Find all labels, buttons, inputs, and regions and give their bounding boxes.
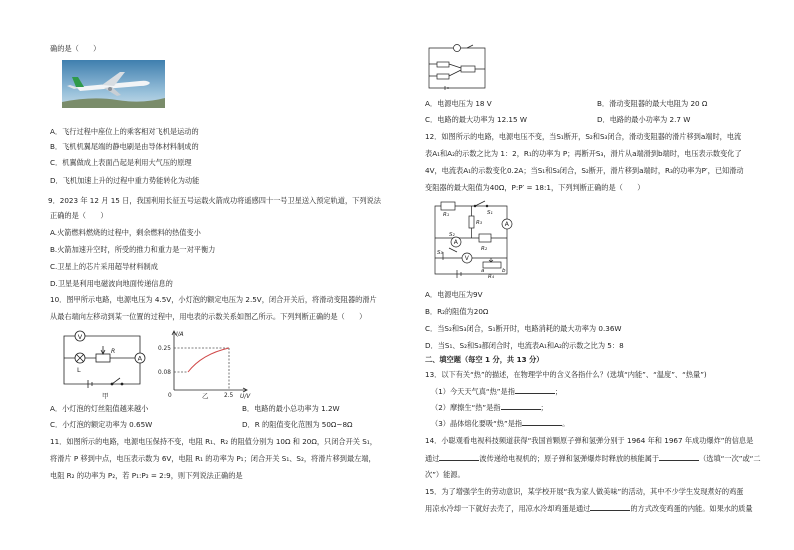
q13-blank-2[interactable] xyxy=(501,402,541,410)
q13-item-1-text: （1）今天天气真“热”是指 xyxy=(431,387,515,396)
q12-circuit xyxy=(429,196,521,280)
q14-text-b: 波传递给电视机的；原子弹和氢弹爆炸时释放的核能属于 xyxy=(479,454,660,463)
q14-blank-1[interactable] xyxy=(439,453,479,461)
q12-voltmeter: V xyxy=(464,255,469,263)
q10-lamp-label: L xyxy=(77,366,81,374)
q9-option-d: D.卫星是利用电磁波向地面传递信息的 xyxy=(50,279,173,288)
q10-option-b: B．电路的最小总功率为 1.2W xyxy=(242,404,340,413)
q15-blank-1[interactable] xyxy=(590,503,630,511)
q11-stem-line1: 11．如图所示的电路，电源电压保持不变，电阻 R₁、R₂ 的阻值分别为 10Ω 和 20Ω，只闭合开关 S₁， xyxy=(50,437,377,446)
q12-s1-label: S₁ xyxy=(487,210,493,216)
q8-option-a: A．飞行过程中座位上的乘客相对飞机是运动的 xyxy=(50,127,199,136)
q13-item-2-text: （2）摩擦生“热”是指 xyxy=(431,403,501,412)
airplane-photo xyxy=(62,60,165,108)
q8-option-d: D．飞机加速上升的过程中重力势能转化为动能 xyxy=(50,176,200,185)
q11-stem-line2: 将滑片 P 移到中点，电压表示数为 6V，电阻 R₁ 的功率为 P₁；闭合开关 S₁、S₂，将滑片移到最左端， xyxy=(50,454,376,463)
q12-point-b: b xyxy=(502,268,506,274)
q11-stem-line3: 电阻 R₂ 的功率为 P₂，若 P₁:P₂ = 2:9，则下列说法正确的是 xyxy=(50,471,243,480)
q9-option-c: C.卫星上的芯片采用超导材料制成 xyxy=(50,262,158,271)
q8-option-b: B．飞机机翼尾端的静电刷是由导体材料制成的 xyxy=(50,142,199,151)
q10-circuit xyxy=(64,331,145,388)
q10-option-d: D．R 的阻值变化范围为 50Ω~8Ω xyxy=(242,420,353,429)
q10-figure xyxy=(62,328,252,400)
q9-option-a: A.火箭燃料燃烧的过程中，剩余燃料的热值变小 xyxy=(50,228,201,237)
q12-stem-line4: 变阻器的最大阻值为40Ω，P:P′ = 18:1，下列判断正确的是（ ） xyxy=(425,183,645,192)
q10-rheostat-label: R xyxy=(111,348,116,355)
q15-text-b: 的方式改变鸡蛋的内能。如果水的质量 xyxy=(630,504,753,513)
q12-ammeter-a1: A xyxy=(504,221,509,229)
q12-r3-label: R₃ xyxy=(476,220,483,226)
q10-graph xyxy=(172,331,247,392)
q12-s2-label: S₂ xyxy=(449,232,455,238)
q13-item-1: （1）今天天气真“热”是指 ； xyxy=(431,387,563,396)
q11-option-a: A．电源电压为 18 V xyxy=(425,99,492,108)
q12-option-c: C．当S₂和S₃闭合，S₁断开时，电路消耗的最大功率为 0.36W xyxy=(425,324,622,333)
q10-graph-y-tick-008: 0.08 xyxy=(158,370,171,376)
q12-r2-label: R₂ xyxy=(481,246,488,252)
q13-blank-3[interactable] xyxy=(522,418,562,426)
q14-blank-2[interactable] xyxy=(659,453,699,461)
q13-blank-1[interactable] xyxy=(515,386,555,394)
q14-stem-line1: 14．小聪观看电视科技频道获得“我国首颗原子弹和氢弹分别于 1964 年和 1967 年成功爆炸”的信息是 xyxy=(425,436,754,445)
q13-item-3-text: （3）晶体熔化要吸“热”是指 xyxy=(431,419,523,428)
q12-point-a: a xyxy=(481,268,485,274)
q10-graph-x-tick-25: 2.5 xyxy=(224,393,234,399)
q12-option-d: D．当S₁、S₂和S₃都闭合时，电流表A₁和A₂的示数之比为 5：8 xyxy=(425,341,624,350)
q10-stem-line1: 10．图甲所示电路，电源电压为 4.5V，小灯泡的额定电压为 2.5V，闭合开关后，将滑动变阻器的滑片 xyxy=(50,295,377,304)
q11-option-d: D．电路的最小功率为 2.7 W xyxy=(597,115,691,124)
q10-option-a: A．小灯泡的灯丝阻值越来越小 xyxy=(50,404,149,413)
q11-circuit xyxy=(425,44,491,92)
q13-item-3: （3）晶体熔化要吸“热”是指 。 xyxy=(431,419,570,428)
q12-stem-line2: 表A₁和A₂的示数之比为 1：2，R₁的功率为 P；再断开S₃，滑片从a端滑到b端时，电压表示数变化了 xyxy=(425,149,742,158)
q15-text-a: 用凉水冷却一下就好去壳了，用凉水冷却鸡蛋是通过 xyxy=(425,504,591,513)
q15-stem-line2 xyxy=(425,503,753,514)
q11-option-c: C．电路的最大功率为 12.15 W xyxy=(425,115,527,124)
q9-option-b: B.火箭加速升空时，所受的推力和重力是一对平衡力 xyxy=(50,245,216,254)
q9-stem-line1: 9．2023 年 12 月 15 日，我国利用长征五号运载火箭成功将遥感四十一号卫星送入预定轨道，下列说法 xyxy=(48,196,381,205)
q12-stem-line3: 4V，电流表A₁的示数变化0.2A；当S₁和S₃闭合，S₂断开，滑片移到a端时，R₃的功率为P′，已知滑动 xyxy=(425,166,744,175)
q13-stem: 13．以下有关“热”的描述，在物理学中的含义各指什么？(选填“内能”、“温度”、“热量”) xyxy=(425,370,707,379)
q12-option-a: A．电源电压为9V xyxy=(425,290,483,299)
q11-option-b: B．滑动变阻器的最大电阻为 20 Ω xyxy=(597,99,708,108)
q9-stem-line2: 正确的是（ ） xyxy=(50,211,108,220)
q14-stem-line2 xyxy=(425,453,761,464)
q10-label-yi: 乙 xyxy=(202,392,209,400)
q12-s3-label: S₃ xyxy=(437,250,443,256)
q10-voltmeter-label: V xyxy=(77,332,83,341)
q10-label-jia: 甲 xyxy=(102,392,109,400)
q8-stem-tail: 确的是（ ） xyxy=(50,44,101,53)
q10-ammeter-label: A xyxy=(137,354,143,363)
q12-stem-line1: 12．如图所示的电路，电源电压不变，当S₁断开，S₂和S₃闭合，滑动变阻器的滑片移到a端时，电流 xyxy=(425,132,742,141)
q13-item-2: （2）摩擦生“热”是指 ； xyxy=(431,403,548,412)
q10-stem-line2: 从最右端向左移动到某一位置的过程中，用电表的示数关系如图乙所示。下列判断正确的是（ ） xyxy=(50,312,367,321)
q10-option-c: C．小灯泡的额定功率为 0.65W xyxy=(50,420,153,429)
q10-graph-x-tick-0: 0 xyxy=(168,393,172,399)
section-heading-fill-in: 二、填空题（每空 1 分，共 13 分） xyxy=(425,355,544,364)
q8-option-c: C．机翼做成上表面凸起是利用大气压的原理 xyxy=(50,158,192,167)
q10-graph-x-label: U/V xyxy=(240,394,251,400)
q12-option-b: B．R₂的阻值为20Ω xyxy=(425,307,489,316)
q14-stem-line3: 次”）能源。 xyxy=(425,470,465,479)
q14-text-c: （选填“一次”或“二 xyxy=(699,454,761,463)
q14-text-a: 通过 xyxy=(425,454,440,463)
q12-r4-label: R₄ xyxy=(488,274,495,280)
q12-ammeter-a2: A xyxy=(453,239,458,247)
q10-graph-y-tick-025: 0.25 xyxy=(158,346,171,352)
q12-r1-label: R₁ xyxy=(443,212,450,218)
q10-graph-y-label: I/A xyxy=(176,332,184,338)
q15-stem-line1: 15．为了增强学生的劳动意识，某学校开展“我为家人做美味”的活动，其中不少学生发现煮好的鸡蛋 xyxy=(425,487,744,496)
